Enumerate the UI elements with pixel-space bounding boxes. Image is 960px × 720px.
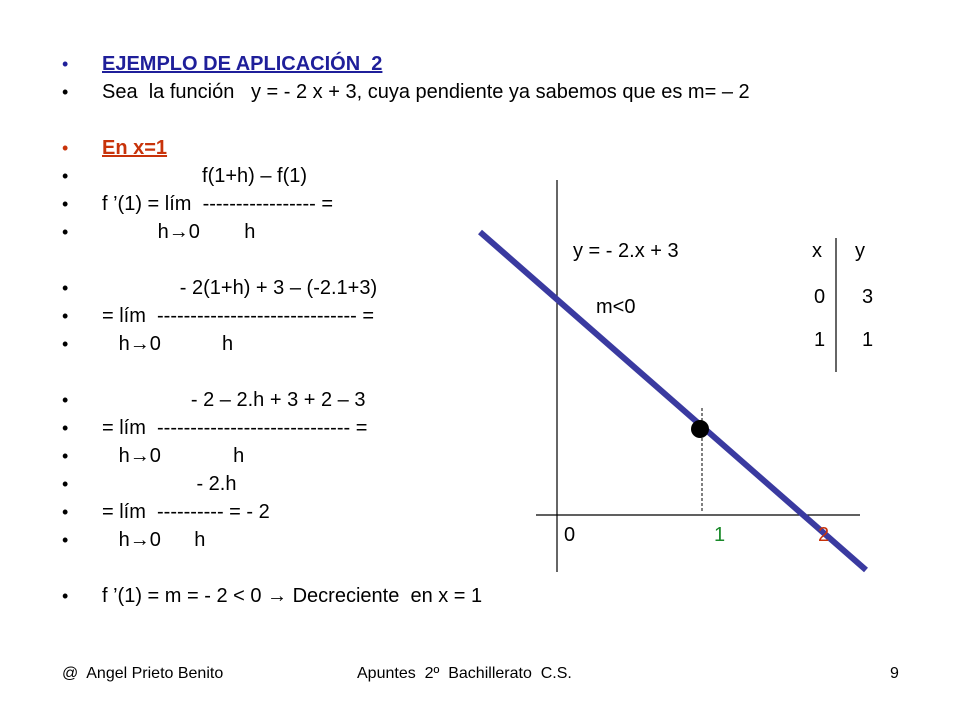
footer-page: 9 xyxy=(890,665,899,682)
bullet-icon: • xyxy=(62,194,69,214)
step-text: h→0 h xyxy=(102,529,206,551)
footer-course: Apuntes 2º Bachillerato C.S. xyxy=(357,665,572,682)
step-text: = lím ----------------------------- = xyxy=(102,417,368,439)
x-tick-2: 2 xyxy=(818,524,830,546)
bullet-icon: • xyxy=(62,502,69,522)
slope-label: m<0 xyxy=(596,296,636,318)
bullet-icon: • xyxy=(62,334,69,354)
footer-author: @ Angel Prieto Benito xyxy=(62,665,224,682)
step-text: EJEMPLO DE APLICACIÓN 2 xyxy=(102,53,383,75)
step-text: f ’(1) = lím ----------------- = xyxy=(102,193,334,215)
step-text: - 2(1+h) + 3 – (-2.1+3) xyxy=(102,277,378,299)
step-text: Sea la función y = - 2 x + 3, cuya pendiente ya sabemos que es m= – 2 xyxy=(102,81,750,103)
step-text: = lím ------------------------------ = xyxy=(102,305,375,327)
bullet-icon: • xyxy=(62,446,69,466)
table-cell-y1: 1 xyxy=(862,329,874,351)
bullet-icon: • xyxy=(62,390,69,410)
step-text: - 2 – 2.h + 3 + 2 – 3 xyxy=(102,389,366,411)
equation-label: y = - 2.x + 3 xyxy=(573,240,679,262)
step-text: h→0 h xyxy=(102,333,234,355)
table-header-y: y xyxy=(855,240,865,262)
x-tick-0: 0 xyxy=(564,524,576,546)
bullet-icon: • xyxy=(62,82,69,102)
bullet-icon: • xyxy=(62,138,69,158)
bullet-icon: • xyxy=(62,530,69,550)
table-cell-x0: 0 xyxy=(814,286,826,308)
bullet-icon: • xyxy=(62,306,69,326)
table-cell-y0: 3 xyxy=(862,286,874,308)
step-text: h→0 h xyxy=(102,221,256,243)
bullet-icon: • xyxy=(62,418,69,438)
table-header-x: x xyxy=(812,240,822,262)
bullet-icon: • xyxy=(62,54,69,74)
step-text: = lím ---------- = - 2 xyxy=(102,501,270,523)
bullet-icon: • xyxy=(62,278,69,298)
x-tick-1: 1 xyxy=(714,524,726,546)
step-text: En x=1 xyxy=(102,137,168,159)
step-text: - 2.h xyxy=(102,473,237,495)
step-text: f(1+h) – f(1) xyxy=(102,165,308,187)
bullet-icon: • xyxy=(62,166,69,186)
bullet-icon: • xyxy=(62,222,69,242)
bullet-icon: • xyxy=(62,474,69,494)
function-line xyxy=(480,232,866,570)
step-text: f ’(1) = m = - 2 < 0 → Decreciente en x = 1 xyxy=(102,585,483,607)
step-text: h→0 h xyxy=(102,445,245,467)
point-x1 xyxy=(691,420,709,438)
bullet-icon: • xyxy=(62,586,69,606)
table-cell-x1: 1 xyxy=(814,329,826,351)
